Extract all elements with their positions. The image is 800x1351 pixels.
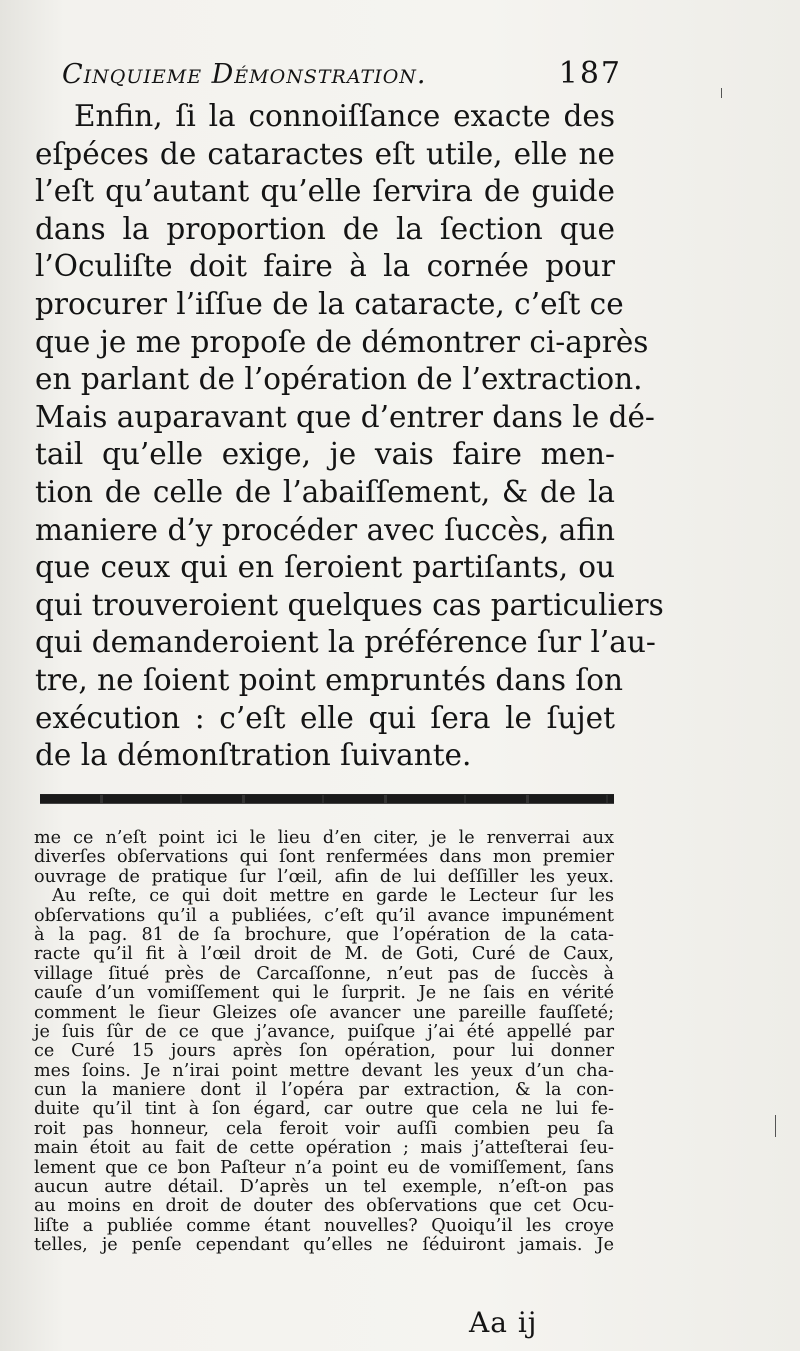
body-line: dans la proportion de la ſection que	[35, 211, 615, 246]
body-line: eſpéces de cataractes eſt utile, elle ne	[35, 136, 615, 171]
body-line: qui demanderoient la préférence ſur l’au-	[35, 625, 656, 660]
body-line: tion de celle de l’abaiſſement, & de la	[35, 474, 615, 509]
footnote-line: roit pas honneur, cela feroit voir auſſi combien peu ſa	[34, 1118, 614, 1139]
body-line: de la démonſtration ſuivante.	[35, 738, 472, 773]
body-line: maniere d’y procéder avec ſuccès, afin	[35, 512, 615, 547]
footnote-line: mes ſoins. Je n’irai point mettre devant les yeux d’un cha-	[34, 1060, 614, 1081]
body-line: l’Oculiſte doit faire à la cornée pour	[35, 249, 615, 284]
footnote-line: ouvrage de pratique ſur l’œil, afin de lui deſſiller les yeux.	[34, 866, 614, 887]
margin-mark	[721, 88, 722, 98]
footnote-line: comment le ſieur Gleizes oſe avancer une pareille fauſſeté;	[34, 1002, 614, 1023]
footnote-line: racte qu’il fit à l’œil droit de M. de Goti, Curé de Caux,	[34, 944, 614, 965]
body-line: Enfin, ſi la connoiſſance exacte des	[74, 99, 615, 133]
footnote-line: liſte a publiée comme étant nouvelles? Quoiqu’il les croye	[34, 1215, 614, 1236]
body-line: procurer l’iſſue de la cataracte, c’eſt ce	[35, 286, 624, 321]
signature-mark: Aa ij	[469, 1306, 538, 1339]
footnote-line: main étoit au fait de cette opération ; mais j’atteſterai ſeu-	[34, 1138, 614, 1159]
footnote-line: duite qu’il tint à ſon égard, car outre que cela ne lui fe-	[34, 1099, 614, 1120]
footnote-line: cun la maniere dont il l’opéra par extraction, & la con-	[34, 1080, 614, 1101]
main-text-block	[35, 98, 664, 775]
footnote-block	[34, 829, 614, 1256]
body-line: que je me propoſe de démontrer ci-après	[35, 324, 649, 359]
body-line: en parlant de l’opération de l’extraction.	[35, 362, 643, 397]
body-line: exécution : c’eſt elle qui ſera le ſujet	[35, 700, 615, 735]
footnote-line: lement que ce bon Paſteur n’a point eu de vomiſſement, ſans	[34, 1157, 614, 1178]
body-line: tre, ne ſoient point empruntés dans ſon	[35, 662, 624, 697]
footnote-line: ce Curé 15 jours après ſon opération, pour lui donner	[34, 1041, 614, 1062]
footnote-line: me ce n’eſt point ici le lieu d’en citer, je le renverrai aux	[34, 828, 614, 848]
section-rule	[40, 794, 614, 804]
footnote-line: cauſe d’un vomiſſement qui le ſurprit. Je ne ſais en vérité	[34, 983, 614, 1004]
footnote-line: telles, je penſe cependant qu’elles ne ſéduiront jamais. Je	[34, 1235, 614, 1256]
footnote-line: aucun autre détail. D’après un tel exemple, n’eſt-on pas	[34, 1177, 614, 1198]
body-line: l’eſt qu’autant qu’elle ſervira de guide	[35, 174, 615, 209]
body-line: qui trouveroient quelques cas particuliers	[35, 587, 664, 622]
footnote-line: obſervations qu’il a publiées, c’eſt qu’il avance impunément	[34, 905, 614, 926]
footnote-line: village ſitué près de Carcaſſonne, n’eut pas de ſuccès à	[34, 963, 614, 984]
footnote-line: à la pag. 81 de ſa brochure, que l’opération de la cata-	[34, 924, 614, 945]
footnote-line: Au reſte, ce qui doit mettre en garde le Lecteur ſur les	[52, 886, 614, 907]
page-header	[62, 56, 622, 96]
body-line: que ceux qui en ſeroient partiſants, ou	[35, 550, 615, 585]
page-number: 187	[558, 56, 622, 91]
footnote-line: au moins en droit de douter des obſervations que cet Ocu-	[34, 1196, 614, 1217]
footnote-line: diverſes obſervations qui ſont renfermées dans mon premier	[34, 847, 614, 868]
body-line: tail qu’elle exige, je vais faire men-	[35, 437, 615, 472]
footnote-line: je ſuis ſûr de ce que j’avance, puiſque j’ai été appellé par	[34, 1021, 614, 1042]
running-head: Cinquieme Démonstration.	[62, 59, 427, 90]
body-line: Mais auparavant que d’entrer dans le dé-	[35, 399, 655, 434]
margin-mark	[775, 1115, 776, 1137]
